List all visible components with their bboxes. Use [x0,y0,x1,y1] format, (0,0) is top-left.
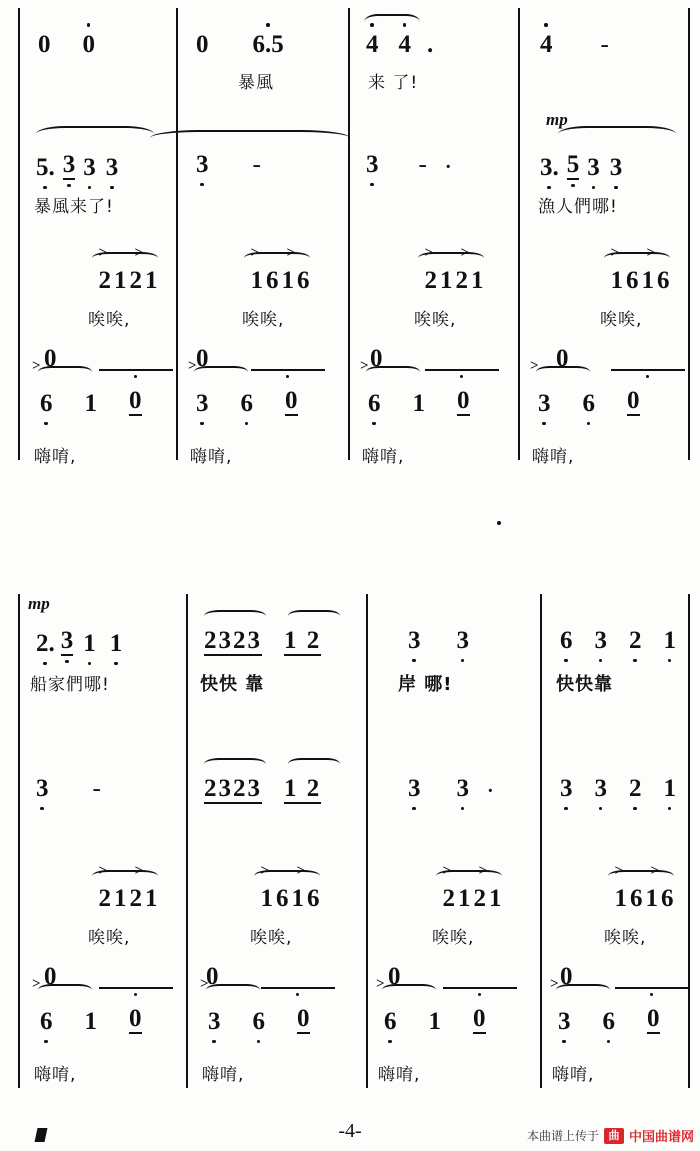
measure-2-voice4-lyric: 嗨唷, [190,447,233,467]
note: - [252,151,261,178]
accent-icon: > [360,358,369,374]
site-logo-icon: 曲 [604,1128,624,1144]
note: 3 [456,627,469,654]
slur [204,610,266,622]
accent-icon: > [650,863,663,879]
measure-3-voice2-notes [408,776,504,801]
note: 3 [560,775,573,802]
note: 0 [129,1005,142,1032]
measure-1-voice2-notes [36,152,128,180]
note: 0 [560,963,573,990]
augmentation-dot: · [444,156,452,178]
measure-2-voice3-lyric: 唉唉, [242,310,285,330]
accent-icon: > [250,245,263,261]
slur [204,758,266,770]
measure-1-voice4-notes [40,1006,152,1034]
note: 3 [196,390,209,417]
measure-2-voice1-lyric: 快快 靠 [200,674,265,695]
note: 3 [587,154,600,181]
note: 3 [408,775,421,802]
site-name[interactable]: 中国曲谱网 [628,1130,694,1145]
measure-3-voice3-lyric: 唉唉, [414,310,457,330]
accent-icon: > [296,863,309,879]
barline-2 [348,8,350,460]
note: 0 [44,345,57,372]
barline-left [18,594,20,1088]
note: 0 [370,345,383,372]
note: 0 [457,387,470,414]
slur [558,126,676,142]
note: 6 [560,627,573,654]
accent-icon: > [424,245,437,261]
note: 1 [428,1008,441,1035]
barline-2 [366,594,368,1088]
note-group: 1 2 [284,775,322,802]
augmentation-dot: · [487,780,494,802]
note: 3 [62,151,76,178]
slur [364,14,420,30]
note: 3 [83,154,96,181]
note: 6 [252,1008,265,1035]
note: 6 [240,390,253,417]
measure-3-voice2-notes [366,152,462,177]
measure-3-voice1-notes [408,628,479,653]
barline-left [18,8,20,460]
measure-2-voice4-notes [208,1006,320,1034]
note: 2 [629,627,642,654]
note: 3 [558,1008,571,1035]
accent-icon: > [134,245,147,261]
slur [288,758,340,770]
slur [536,366,590,378]
note: 5. [36,154,55,181]
accent-icon: > [610,245,623,261]
measure-4-voice4-notes [558,1006,670,1034]
slur [38,984,92,996]
slur [38,366,92,378]
note: 0 [297,1005,310,1032]
note-group: 2121 > > [99,886,173,989]
note: 3 [60,627,74,654]
page-number: -4- [338,1120,362,1142]
measure-3-voice3-lyric: 唉唉, [432,928,475,948]
note-group: 2121 > > [443,886,517,989]
measure-4-voice1-notes [560,628,686,653]
accent-icon: > [134,863,147,879]
measure-1-voice2-notes [36,776,111,801]
note: 6 [40,390,53,417]
accent-icon: > [200,976,209,992]
note: - [92,775,101,802]
measure-1-voice3-lyric: 唉唉, [88,310,131,330]
note: 1 [84,1008,97,1035]
accent-icon: > [614,863,627,879]
barline-1 [176,8,178,460]
note: 0 [388,963,401,990]
note: 1 [109,630,123,657]
barline-3 [518,8,520,460]
note: 5 [566,151,580,178]
note: 1 [663,627,676,654]
measure-3-voice1-lyric: 岸 哪! [398,674,453,695]
slur [150,130,350,146]
measure-4-voice3-lyric: 唉唉, [600,310,643,330]
note: 3 [196,151,209,178]
note: 6.5 [252,31,284,58]
note-group: 1616 > > [615,886,689,989]
dynamic-mp: mp [28,594,50,613]
note: 0 [38,31,51,58]
note: 0 [285,387,298,414]
measure-2-voice2-notes [196,152,271,177]
note: 3 [105,154,119,181]
accent-icon: > [442,863,455,879]
slur [206,984,260,996]
note: - [418,151,427,178]
measure-1-voice4-lyric: 嗨唷, [34,447,77,467]
measure-3-voice4-notes [368,388,480,416]
note: 0 [206,963,219,990]
footer-credit-text: 本曲谱上传于 [526,1129,599,1143]
note: 0 [647,1005,660,1032]
note-group: 1616 > > [251,268,325,371]
note: 3 [208,1008,221,1035]
measure-2-voice1-lyric: 暴風 [238,73,274,93]
slur [556,984,610,996]
accent-icon: > [646,245,659,261]
accent-icon: > [260,863,273,879]
measure-4-voice4-lyric: 嗨唷, [552,1065,595,1085]
barline-right [688,8,690,460]
note: 6 [384,1008,397,1035]
accent-icon: > [188,358,197,374]
note: 6 [40,1008,53,1035]
measure-2-voice3-lyric: 唉唉, [250,928,293,948]
note: 1 [663,775,676,802]
note-group: 2121 > > [425,268,499,371]
note: 3 [408,627,421,654]
note: 0 [196,345,209,372]
accent-icon: > [376,976,385,992]
music-system-1 [0,0,700,500]
note: 3 [538,390,551,417]
note-group: 2323 [204,775,262,802]
measure-4-voice4-lyric: 嗨唷, [532,447,575,467]
measure-1-voice4-notes [40,388,152,416]
measure-2-voice1-notes [204,628,331,656]
measure-1-voice2-lyric: 暴風来了! [34,197,114,217]
measure-1-voice1-lyric: 船家們哪! [30,675,110,695]
measure-3-voice4-notes [384,1006,496,1034]
measure-2-voice4-notes [196,388,308,416]
slur [366,366,420,378]
accent-icon: > [32,358,41,374]
note: 1 [83,630,96,657]
note: 4 [366,31,379,58]
note: 1 [84,390,97,417]
accent-icon: > [550,976,559,992]
measure-4-voice3-lyric: 唉唉, [604,928,647,948]
accent-icon: > [460,245,473,261]
augmentation-dot: . [427,31,434,58]
note: 3. [540,154,559,181]
note: 1 [412,390,425,417]
note: 0 [82,31,95,58]
measure-2-voice4-lyric: 嗨唷, [202,1065,245,1085]
measure-4-voice1-notes [540,32,619,57]
accent-icon: > [98,245,111,261]
scan-artifact [497,521,501,525]
accent-icon: > [530,358,539,374]
measure-3-voice4-lyric: 嗨唷, [362,447,405,467]
measure-4-voice2-notes [560,776,686,801]
note: 2 [629,775,642,802]
note: 0 [627,387,640,414]
dynamic-mp: mp [546,110,568,129]
note: 6 [602,1008,615,1035]
note: 0 [473,1005,486,1032]
music-system-2 [0,580,700,1100]
slur [194,366,248,378]
note: 2. [36,630,55,657]
note: 3 [594,627,607,654]
slur [382,984,436,996]
measure-1-voice1-notes [36,628,132,656]
measure-1-voice3-lyric: 唉唉, [88,928,131,948]
measure-1-voice4-lyric: 嗨唷, [34,1065,77,1085]
measure-4-voice2-notes [540,152,632,180]
measure-4-voice2-lyric: 漁人們哪! [538,197,618,217]
note: 3 [36,775,49,802]
note: 0 [556,345,569,372]
note: 4 [398,31,411,58]
note: 6 [582,390,595,417]
measure-3-voice1-notes [366,32,443,57]
measure-3-voice4-lyric: 嗨唷, [378,1065,421,1085]
measure-4-voice1-lyric: 快快靠 [556,674,613,695]
measure-3-voice1-lyric: 来 了! [368,73,419,93]
note: 6 [368,390,381,417]
note: 0 [44,963,57,990]
measure-2-voice2-notes [204,776,331,804]
slur [288,610,340,622]
note: - [600,31,609,58]
note: 3 [594,775,607,802]
slur [36,126,154,142]
note: 3 [366,151,379,178]
accent-icon: > [478,863,491,879]
note-group: 1 2 [284,627,322,654]
note-group: 2323 [204,627,262,654]
note-group: 1616 > > [261,886,335,989]
measure-4-voice4-notes [538,388,650,416]
measure-1-voice1-notes [38,32,105,57]
note-group: 1616 > > [611,268,685,371]
accent-icon: > [32,976,41,992]
note: 0 [196,31,209,58]
accent-icon: > [98,863,111,879]
note: 3 [609,154,623,181]
measure-2-voice1-notes [196,32,294,57]
accent-icon: > [286,245,299,261]
barline-right [688,594,690,1088]
note-group: 2121 > > [99,268,173,371]
note: 4 [540,31,553,58]
note: 3 [456,775,469,802]
footer-credit [527,1126,694,1145]
barline-3 [540,594,542,1088]
note: 0 [129,387,142,414]
barline-1 [186,594,188,1088]
